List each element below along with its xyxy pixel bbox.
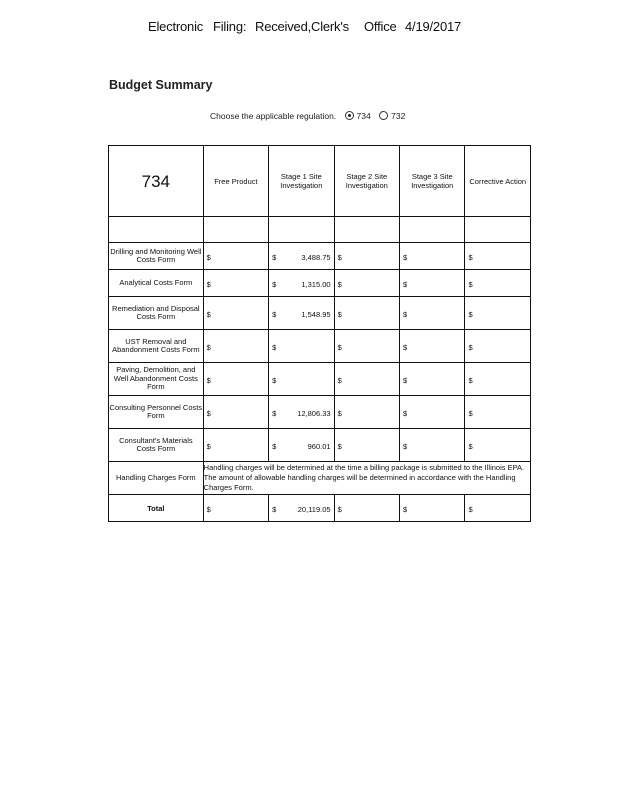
amount-cell[interactable] — [334, 330, 399, 363]
currency-symbol: $ — [206, 309, 211, 319]
amount-value: 1,548.95 — [301, 309, 331, 319]
currency-symbol: $ — [272, 408, 277, 418]
currency-symbol: $ — [468, 408, 473, 418]
header-filing: Filing: — [213, 19, 247, 34]
currency-symbol: $ — [337, 441, 342, 451]
table-row — [109, 429, 531, 462]
total-row — [109, 495, 531, 522]
currency-symbol: $ — [272, 375, 277, 385]
table-row — [109, 396, 531, 429]
amount-cell[interactable] — [334, 363, 399, 396]
filing-header — [0, 19, 618, 37]
column-header: Free Product — [203, 146, 268, 217]
currency-symbol: $ — [272, 441, 277, 451]
currency-symbol: $ — [468, 309, 473, 319]
amount-cell[interactable] — [203, 429, 268, 462]
amount-cell[interactable] — [400, 396, 465, 429]
currency-symbol: $ — [468, 375, 473, 385]
currency-symbol: $ — [403, 279, 408, 289]
amount-cell[interactable] — [203, 396, 268, 429]
amount-cell[interactable] — [334, 243, 399, 270]
amount-cell[interactable] — [269, 243, 334, 270]
amount-cell[interactable] — [334, 429, 399, 462]
regulation-prompt: Choose the applicable regulation. — [210, 111, 337, 121]
handling-row — [109, 462, 531, 495]
amount-cell[interactable] — [334, 396, 399, 429]
table-row — [109, 243, 531, 270]
amount-cell[interactable] — [400, 363, 465, 396]
radio-734[interactable] — [345, 111, 354, 120]
column-header: Stage 3 Site Investigation — [400, 146, 465, 217]
amount-cell[interactable] — [269, 363, 334, 396]
cost-rows — [109, 243, 531, 462]
currency-symbol: $ — [337, 279, 342, 289]
currency-symbol: $ — [272, 309, 277, 319]
amount-cell[interactable] — [465, 297, 531, 330]
column-header: Stage 1 Site Investigation — [269, 146, 334, 217]
radio-732-label: 732 — [391, 111, 406, 121]
amount-cell[interactable] — [465, 396, 531, 429]
table-row — [109, 297, 531, 330]
blank-row — [109, 217, 531, 243]
handling-note: Handling charges will be determined at the time a billing package is submitted to the Illinois EPA. The amount of allowable handling charges will be determined in accordance with the Handling Charges Form. — [203, 462, 530, 495]
currency-symbol: $ — [403, 252, 408, 262]
total-cell[interactable]: $ 20,119.05 — [269, 495, 334, 522]
amount-cell[interactable] — [203, 363, 268, 396]
amount-cell[interactable] — [465, 429, 531, 462]
amount-cell[interactable] — [400, 243, 465, 270]
currency-symbol: $ — [403, 441, 408, 451]
currency-symbol: $ — [206, 375, 211, 385]
currency-symbol: $ — [468, 441, 473, 451]
amount-cell[interactable] — [400, 297, 465, 330]
amount-value: 1,315.00 — [301, 279, 331, 289]
total-label: Total — [109, 495, 204, 522]
table-row — [109, 270, 531, 297]
currency-symbol: $ — [272, 252, 277, 262]
table-header-row — [109, 146, 531, 217]
currency-symbol: $ — [337, 342, 342, 352]
currency-symbol: $ — [272, 279, 277, 289]
header-received: Received,Clerk's — [255, 19, 349, 34]
row-label: Handling Charges Form — [109, 462, 204, 495]
amount-cell[interactable] — [203, 243, 268, 270]
amount-cell[interactable] — [465, 330, 531, 363]
currency-symbol: $ — [206, 342, 211, 352]
currency-symbol: $ — [337, 408, 342, 418]
currency-symbol: $ — [468, 279, 473, 289]
amount-value: 3,488.75 — [301, 252, 331, 262]
amount-cell[interactable] — [269, 330, 334, 363]
amount-cell[interactable] — [400, 270, 465, 297]
radio-734-label: 734 — [356, 111, 371, 121]
amount-cell[interactable] — [400, 330, 465, 363]
amount-cell[interactable] — [203, 297, 268, 330]
currency-symbol: $ — [206, 279, 211, 289]
currency-symbol: $ — [337, 309, 342, 319]
header-electronic: Electronic — [148, 19, 204, 34]
row-label: Consulting Personnel Costs Form — [109, 396, 204, 429]
amount-cell[interactable] — [465, 363, 531, 396]
amount-cell[interactable] — [400, 429, 465, 462]
amount-value: 12,806.33 — [297, 408, 331, 418]
page-title: Budget Summary — [109, 78, 213, 92]
currency-symbol: $ — [403, 375, 408, 385]
table-row — [109, 363, 531, 396]
row-label: Paving, Demolition, and Well Abandonment Costs Form — [109, 363, 204, 396]
amount-cell[interactable] — [334, 270, 399, 297]
amount-value: 960.01 — [307, 441, 331, 451]
amount-cell[interactable] — [269, 429, 334, 462]
currency-symbol: $ — [468, 342, 473, 352]
row-label: Remediation and Disposal Costs Form — [109, 297, 204, 330]
amount-cell[interactable] — [465, 243, 531, 270]
amount-cell[interactable] — [269, 396, 334, 429]
currency-symbol: $ — [403, 342, 408, 352]
total-cell[interactable]: $ — [400, 495, 465, 522]
currency-symbol: $ — [337, 252, 342, 262]
total-cell[interactable]: $ — [334, 495, 399, 522]
regulation-selector — [210, 111, 405, 121]
row-label: Analytical Costs Form — [109, 270, 204, 297]
currency-symbol: $ — [206, 252, 211, 262]
budget-summary-table — [108, 145, 531, 522]
radio-732[interactable] — [379, 111, 388, 120]
amount-cell[interactable] — [203, 270, 268, 297]
currency-symbol: $ — [468, 252, 473, 262]
amount-cell[interactable] — [269, 270, 334, 297]
row-label: Consultant's Materials Costs Form — [109, 429, 204, 462]
amount-cell[interactable] — [465, 270, 531, 297]
amount-cell[interactable] — [334, 297, 399, 330]
currency-symbol: $ — [337, 375, 342, 385]
currency-symbol: $ — [206, 408, 211, 418]
currency-symbol: $ — [272, 342, 277, 352]
column-header: Stage 2 Site Investigation — [334, 146, 399, 217]
row-label: UST Removal and Abandonment Costs Form — [109, 330, 204, 363]
header-office: Office — [364, 19, 397, 34]
amount-cell[interactable] — [203, 330, 268, 363]
currency-symbol: $ — [206, 441, 211, 451]
table-row — [109, 330, 531, 363]
regulation-number: 734 — [109, 146, 204, 217]
column-header: Corrective Action — [465, 146, 531, 217]
amount-cell[interactable] — [269, 297, 334, 330]
total-cell[interactable]: $ — [465, 495, 531, 522]
total-cell[interactable]: $ — [203, 495, 268, 522]
currency-symbol: $ — [403, 408, 408, 418]
header-date: 4/19/2017 — [405, 19, 462, 34]
currency-symbol: $ — [403, 309, 408, 319]
row-label: Drilling and Monitoring Well Costs Form — [109, 243, 204, 270]
